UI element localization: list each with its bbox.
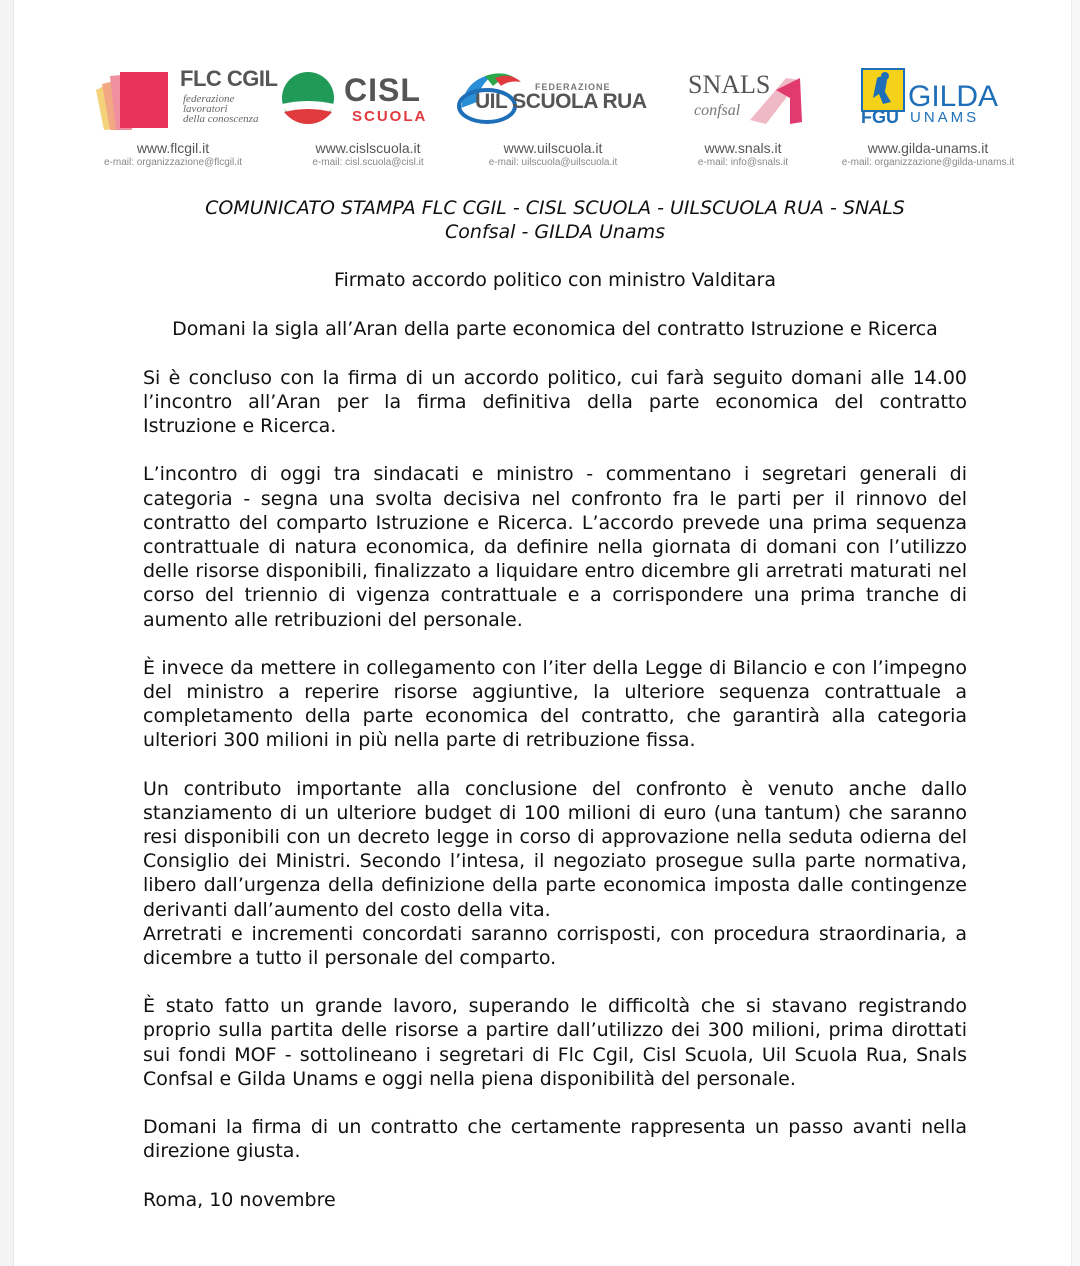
gilda-unams-logo: [828, 62, 1028, 172]
paragraph-7: Domani la firma di un contratto che certamente rappresenta un passo avanti nella direzione giusta.: [143, 1116, 967, 1163]
logo-bar: [88, 62, 1038, 172]
subheadline: Domani la sigla all’Aran della parte economica del contratto Istruzione e Ricerca: [172, 317, 938, 340]
page-edge-right: [1071, 0, 1080, 1266]
cisl-website[interactable]: www.cislscuola.it: [315, 140, 421, 156]
paragraph-5: Arretrati e incrementi concordati saranno corrisposti, con procedura straordinaria, a dicembre a tutto il personale del comparto.: [143, 922, 967, 970]
cisl-scuola-logo: [268, 62, 468, 172]
gilda-mark: FGU: [861, 107, 899, 127]
uil-scuola-rua-logo: [453, 62, 653, 172]
header-line-2: Confsal - GILDA Unams: [445, 221, 665, 244]
uil-email[interactable]: e-mail: uilscuola@uilscuola.it: [488, 157, 618, 168]
paragraph-2: L’incontro di oggi tra sindacati e ministro - commentano i segretari generali di categoria - segna una svolta decisiva nel confronto fra le parti per il rinnovo del contratto del comparto Istruzione e Ricerca. L’accordo prevede una prima sequenza contrattuale di natura economica, da definire nella giornata di domani con l’utilizzo delle risorse disponibili, finalizzato a liquidare entro dicembre gli arretrati maturati nel corso del triennio di vigenza contrattuale e a corrispondere una prima tranche di aumento alle retribuzioni del personale.: [143, 463, 967, 631]
press-release-header: [133, 196, 977, 244]
signoff: Roma, 10 novembre: [143, 1188, 336, 1211]
headline: Firmato accordo politico con ministro Valditara: [333, 269, 776, 292]
flc-tagline: federazione lavoratori della conoscenza: [183, 93, 259, 125]
header-line-1: COMUNICATO STAMPA FLC CGIL - CISL SCUOLA - UILSCUOLA RUA - SNALS: [205, 197, 905, 219]
gilda-email[interactable]: e-mail: organizzazione@gilda-unams.it: [841, 157, 1015, 168]
flc-fan-icon: [92, 70, 172, 130]
uil-top: FEDERAZIONE: [535, 82, 611, 92]
gilda-website[interactable]: www.gilda-unams.it: [867, 140, 989, 156]
snals-website[interactable]: www.snals.it: [704, 140, 782, 156]
paragraph-1: Si è concluso con la firma di un accordo politico, cui farà seguito domani alle 14.00 l’incontro all’Aran per la firma definitiva della parte economica del contratto Istruzione e Ricerca.: [143, 366, 967, 438]
flc-website[interactable]: www.flcgil.it: [136, 140, 210, 156]
cisl-email[interactable]: e-mail: cisl.scuola@cisl.it: [312, 157, 424, 168]
snals-name: SNALS: [688, 70, 771, 99]
gilda-sub: UNAMS: [910, 109, 980, 126]
page-edge-left: [0, 0, 14, 1266]
flc-name: FLC CGIL: [180, 66, 278, 91]
snals-logo: [658, 62, 828, 172]
cisl-sub: SCUOLA: [352, 108, 428, 125]
cisl-name: CISL: [344, 72, 421, 108]
cisl-circle-icon: [280, 70, 336, 126]
snals-sub: confsal: [694, 102, 741, 119]
flc-cgil-logo: [88, 62, 278, 172]
paragraph-6: È stato fatto un grande lavoro, superando le difficoltà che si stavano registrando proprio sulla partita delle risorse a partire dall’utilizzo dei 300 milioni, prima dirottati sui fondi MOF - sottolineano i segretari di Flc Cgil, Cisl Scuola, Uil Scuola Rua, Snals Confsal e Gilda Unams e oggi nella piena disponibilità del personale.: [143, 995, 967, 1090]
paragraph-4: Un contributo importante alla conclusione del confronto è venuto anche dallo stanziamento di un ulteriore budget di 100 milioni di euro (una tantum) che saranno resi disponibili con un decreto legge in corso di approvazione nella seduta odierna del Consiglio dei Ministri. Secondo l’intesa, il negoziato prosegue sulla parte normativa, libero dall’urgenza della definizione della parte economica imposta dalle contingenze derivanti dall’aumento del costo della vita.: [143, 777, 967, 921]
press-release-body: [143, 196, 967, 1212]
flc-email[interactable]: e-mail: organizzazione@flcgil.it: [104, 157, 242, 168]
uil-name: UIL SCUOLA RUA: [475, 90, 647, 113]
paragraph-3: È invece da mettere in collegamento con l’iter della Legge di Bilancio e con l’impegno del ministro a reperire risorse aggiuntive, la ulteriore sequenza contrattuale a completamento della parte economica del contratto, che garantirà alla categoria ulteriori 300 milioni in più nella parte di retribuzione fissa.: [143, 656, 967, 752]
gilda-name: GILDA: [908, 80, 999, 113]
snals-email[interactable]: e-mail: info@snals.it: [697, 157, 789, 168]
uil-website[interactable]: www.uilscuola.it: [503, 140, 603, 156]
